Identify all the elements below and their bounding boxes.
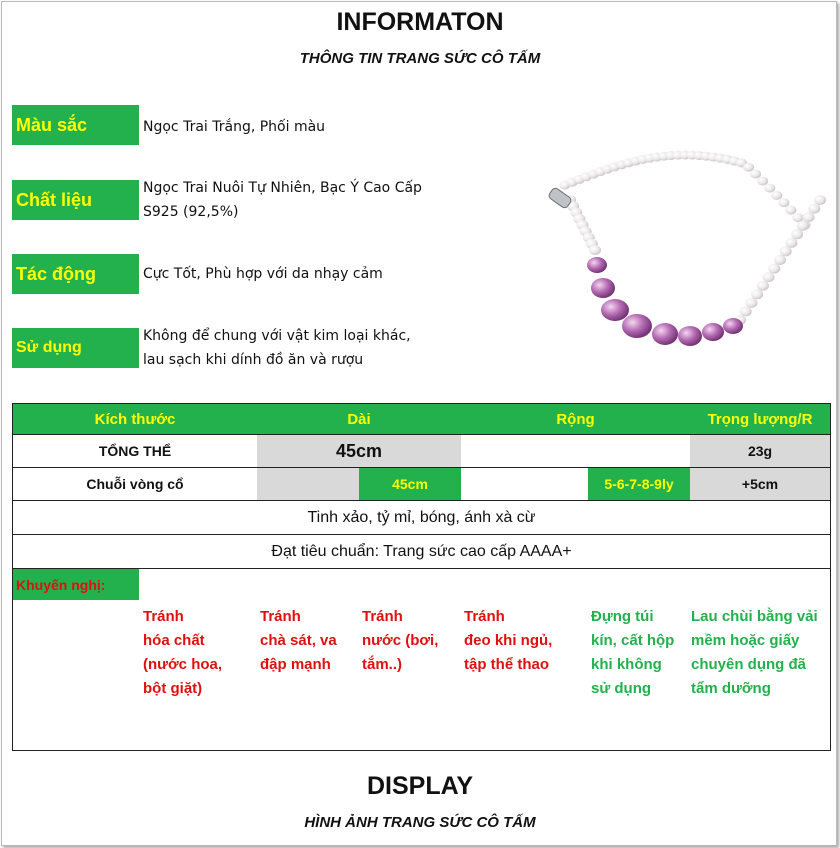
pearl [757,281,769,291]
row2-width-blank [461,468,588,500]
pearl [587,257,607,273]
value-effect: Cực Tốt, Phù hợp với da nhạy cảm [143,266,383,282]
pearl [803,212,815,222]
pearl [652,323,678,345]
warning-water: Tránh nước (bơi, tắm..) [362,608,439,673]
value-material [143,176,422,224]
row2-width: 5-6-7-8-9ly [588,468,690,500]
pearl [745,298,757,308]
pearl [785,238,797,248]
standard-line: Đạt tiêu chuẩn: Trang sức cao cấp AAAA+ [271,542,572,560]
warning-impact: Tránh chà sát, va đập mạnh [260,608,337,673]
header-width: Rộng [461,404,690,434]
label-effect: Tác động [12,254,139,294]
pearl-necklace-image [535,130,835,380]
value-usage-line2: lau sạch khi dính đồ ăn và rượu [143,352,364,368]
pearl [768,264,780,274]
row1-label: TỔNG THỂ [98,443,172,459]
row2-length: 45cm [359,468,461,500]
pearl [778,198,789,207]
pearl [723,318,743,334]
pearl [771,191,782,200]
pearl [792,213,803,222]
pearl [763,272,775,282]
pearl [751,289,763,299]
row2-weight: +5cm [690,468,830,500]
pearl [589,245,601,255]
advice-storage: Đựng túi kín, cất hộp khi không sử dụng [591,608,675,697]
pearl [591,278,615,298]
pearl [774,255,786,265]
page-title: INFORMATON [336,8,504,36]
row2-label: Chuỗi vòng cổ [86,476,184,492]
spec-table [12,403,831,751]
header-length: Dài [257,404,461,434]
row2-length-blank [257,468,359,500]
label-material: Chất liệu [12,180,139,220]
pearl [764,184,775,193]
display-subtitle: HÌNH ẢNH TRANG SỨC CÔ TẤM [304,814,536,831]
header-size: Kích thước [13,404,257,434]
pearl [622,314,652,338]
warning-sleep: Tránh đeo khi ngủ, tập thể thao [464,608,553,673]
value-usage [143,324,411,372]
row1-width [461,435,690,467]
pearl [814,195,826,205]
header-weight: Trọng lượng/R [690,404,830,434]
pearl [785,206,796,215]
pearl [808,204,820,214]
pearl [601,299,629,321]
pearl [743,163,754,172]
pearl [791,229,803,239]
page-subtitle: THÔNG TIN TRANG SỨC CÔ TẤM [299,50,541,67]
pearl [757,176,768,185]
recommend-label: Khuyến nghị: [13,569,139,600]
pearl [780,246,792,256]
value-usage-line1: Không để chung với vật kim loại khác, [143,328,411,344]
pearl [797,221,809,231]
value-color: Ngọc Trai Trắng, Phối màu [143,119,326,135]
pearl [678,326,702,346]
value-material-line2: S925 (92,5%) [143,204,239,220]
pearl [740,306,752,316]
label-usage: Sử dụng [12,328,139,368]
row1-weight: 23g [690,435,830,467]
display-title: DISPLAY [366,772,474,800]
value-material-line1: Ngọc Trai Nuôi Tự Nhiên, Bạc Ý Cao Cấp [143,180,422,196]
advice-cleaning: Lau chùi bằng vải mềm hoặc giấy chuyên dụng đã tẩm dưỡng [691,608,818,697]
pearl [702,323,724,341]
row1-length: 45cm [257,435,461,467]
label-color: Màu sắc [12,105,139,145]
warning-chemicals: Tránh hóa chất (nước hoa, bột giặt) [143,608,223,697]
quality-line: Tinh xảo, tỷ mỉ, bóng, ánh xà cừ [307,508,536,526]
pearl [750,169,761,178]
